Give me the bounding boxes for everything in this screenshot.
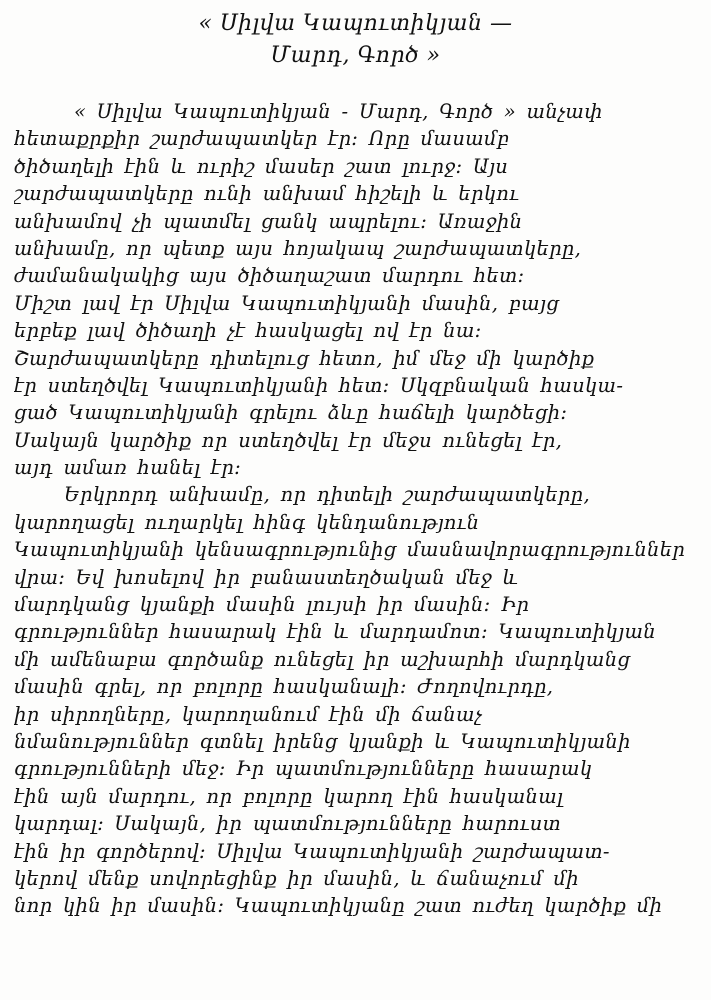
text-line: Շարժապատկերը դիտելուց հետո, իմ մեջ մի կարծիք	[14, 346, 595, 370]
text-line: նմանություններ գտնել իրենց կյանքի և Կապուտիկյանի	[14, 729, 631, 753]
text-line: Երկրորդ անխամը, որ դիտելի շարժապատկերը,	[64, 483, 590, 507]
text-line: այդ ամառ հանել էր։	[14, 456, 242, 480]
text-line: ցած Կապուտիկյանի գրելու ձևը հաճելի կարծեցի։	[14, 401, 568, 425]
text-line: շարժապատկերը ունի անխամ հիշելի և երկու	[14, 182, 520, 206]
text-line: մի ամենաբա գործանք ունեցել իր աշխարհի մարդկանց	[14, 647, 631, 671]
text-line: իր սիրողները, կարողանում էին մի ճանաչ	[14, 702, 483, 726]
document-title	[0, 8, 711, 72]
text-line: գրությունների մեջ։ Իր պատմությունները հասարակ	[14, 757, 593, 781]
text-line: կարդալ։ Սակայն, իր պատմությունները հարուստ	[14, 812, 562, 836]
text-line: էր ստեղծվել Կապուտիկյանի հետ։ Սկզբնական հասկա-	[14, 373, 624, 397]
text-line: գրություններ հասարակ էին և մարդամոտ։ Կապուտիկյան	[14, 620, 656, 644]
title-line-2: Մարդ, Գործ »	[270, 43, 441, 68]
text-line: կարողացել ուղարկել հինգ կենդանություն	[14, 510, 480, 534]
text-line: մասին գրել, որ բոլորը հասկանալի։ Ժողովուրդը,	[14, 675, 554, 699]
text-line: հետաքրքիր շարժապատկեր էր։ Որը մասամբ	[14, 127, 510, 151]
text-line: կերով մենք սովորեցինք իր մասին, և ճանաչում մի	[14, 866, 579, 890]
text-line: վրա։ Եվ խոսելով իր բանաստեղծական մեջ և	[14, 565, 519, 589]
essay-body	[14, 98, 704, 920]
text-line: Սակայն կարծիք որ ստեղծվել էր մեջս ունեցել էր,	[14, 428, 563, 452]
text-line: նոր կին իր մասին։ Կապուտիկյանը շատ ուժեղ կարծիք մի	[14, 894, 663, 918]
text-line: անխամը, որ պետք այս հոյակապ շարժապատկերը,	[14, 236, 582, 260]
text-line: էին իր գործերով։ Սիլվա Կապուտիկյանի շարժապատ-	[14, 839, 610, 863]
text-line: « Սիլվա Կապուտիկյան - Մարդ, Գործ » անչափ	[74, 100, 603, 123]
text-line: էին այն մարդու, որ բոլորը կարող էին հասկանալ	[14, 784, 564, 808]
text-line: Կապուտիկյանի կենսագրությունից մասնավորագրություններ	[14, 538, 686, 562]
text-line: մարդկանց կյանքի մասին լույսի իր մասին։ Իր	[14, 593, 530, 617]
text-line: ծիծաղելի էին և ուրիշ մասեր շատ լուրջ։ Այս	[14, 154, 509, 178]
title-line-1: « Սիլվա Կապուտիկյան —	[198, 11, 513, 36]
text-line: անխամով չի պատմել ցանկ ապրելու։ Առաջին	[14, 209, 523, 233]
text-line: երբեք լավ ծիծաղի չէ հասկացել ով էր նա։	[14, 319, 482, 343]
text-line: ժամանակակից այս ծիծաղաշատ մարդու հետ։	[14, 264, 525, 288]
text-line: Միշտ լավ էր Սիլվա Կապուտիկյանի մասին, բայց	[14, 291, 560, 315]
